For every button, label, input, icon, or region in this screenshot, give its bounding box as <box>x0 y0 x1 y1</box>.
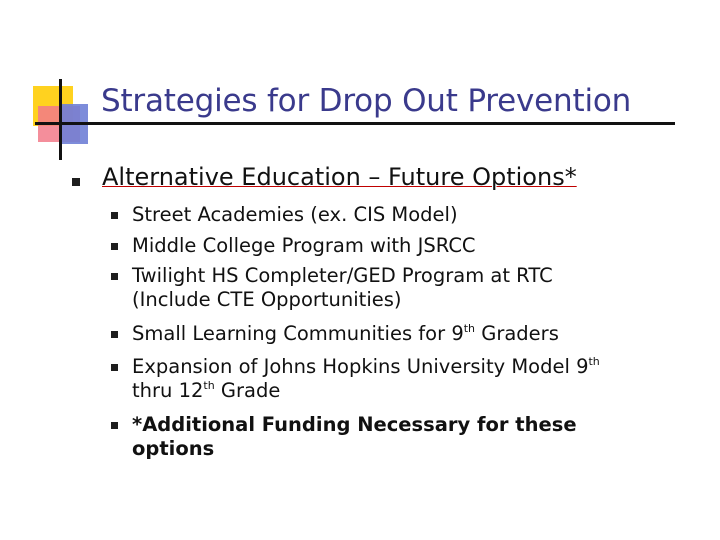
square-bullet-icon <box>111 243 118 250</box>
sub-bullet-text: Street Academies (ex. CIS Model) <box>132 203 458 226</box>
logo-vertical-line <box>59 79 62 160</box>
sub-bullet-text <box>132 413 577 461</box>
sub-bullet-text: Middle College Program with JSRCC <box>132 234 476 257</box>
sub-bullet-text-part: thru 12 <box>132 379 204 402</box>
main-bullet-text <box>102 163 577 191</box>
sub-bullet-text <box>132 264 553 312</box>
sub-bullet-text-part: Small Learning Communities for 9 <box>132 322 464 345</box>
sub-bullet-text <box>132 355 600 403</box>
superscript: th <box>588 355 600 368</box>
sub-bullet-line: options <box>132 437 215 460</box>
sub-bullet-line: Twilight HS Completer/GED Program at RTC <box>132 264 553 287</box>
sub-bullet-text-part: Expansion of Johns Hopkins University Model 9 <box>132 355 589 378</box>
sub-bullet-text-part: Grade <box>214 379 281 402</box>
square-bullet-icon <box>72 178 80 186</box>
square-bullet-icon <box>111 273 118 280</box>
sub-bullet-line <box>132 379 600 403</box>
sub-bullet-text <box>132 322 559 346</box>
sub-bullet-line <box>132 355 600 379</box>
sub-bullet-line: *Additional Funding Necessary for these <box>132 413 577 436</box>
square-bullet-icon <box>111 422 118 429</box>
sub-bullet-line: (Include CTE Opportunities) <box>132 288 402 311</box>
superscript: th <box>463 322 476 335</box>
square-bullet-icon <box>111 212 118 219</box>
slide-title: Strategies for Drop Out Prevention <box>101 83 632 119</box>
main-bullet-label: Alternative Education – Future Options* <box>102 163 577 191</box>
square-bullet-icon <box>111 331 118 338</box>
sub-bullet-text-part: Graders <box>475 322 559 345</box>
superscript: th <box>203 379 215 392</box>
title-underline-rule <box>35 122 675 125</box>
square-bullet-icon <box>111 364 118 371</box>
